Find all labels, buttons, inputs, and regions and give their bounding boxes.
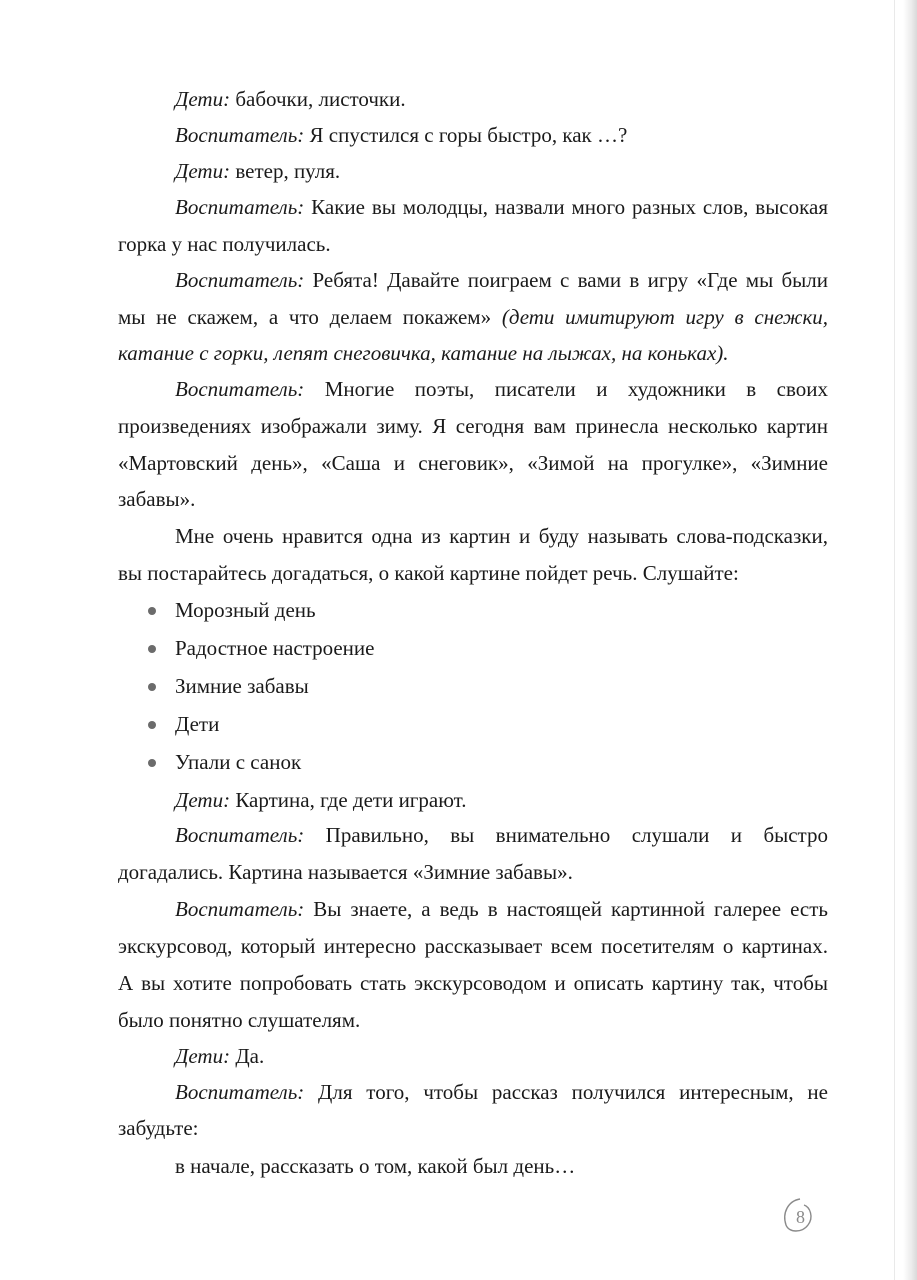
speaker-label: Дети: bbox=[175, 159, 231, 183]
stage-direction: (дети имитируют игру в снежки, bbox=[501, 305, 829, 329]
dialogue-continuation: забудьте: bbox=[118, 1116, 199, 1140]
speech-text: Правильно, вы внимательно слушали и быстро bbox=[304, 823, 828, 847]
dialogue-line bbox=[175, 195, 828, 220]
list-item: Зимние забавы bbox=[175, 674, 309, 698]
stage-direction: катание с горки, лепят снеговичка, катание на лыжах, на коньках). bbox=[118, 341, 729, 365]
dialogue-line bbox=[175, 268, 828, 293]
dialogue-line bbox=[175, 1044, 264, 1069]
bullet-dot-icon bbox=[148, 607, 156, 615]
dialogue-line bbox=[175, 377, 828, 402]
speech-text: бабочки, листочки. bbox=[230, 87, 406, 111]
dialogue-continuation: экскурсовод, который интересно рассказывает всем посетителям о картинах. bbox=[118, 934, 828, 958]
bullet-dot-icon bbox=[148, 759, 156, 767]
speech-text: Картина, где дети играют. bbox=[235, 788, 467, 812]
dialogue-line bbox=[175, 823, 828, 848]
paragraph-line: вы постарайтесь догадаться, о какой картине пойдет речь. Слушайте: bbox=[118, 561, 739, 585]
speaker-label: Воспитатель: bbox=[175, 823, 305, 847]
speech-text: Вы знаете, а ведь в настоящей картинной галерее есть bbox=[304, 897, 828, 921]
list-item: Радостное настроение bbox=[175, 636, 375, 660]
dialogue-line bbox=[175, 123, 627, 148]
speech-text: ветер, пуля. bbox=[230, 159, 341, 183]
speaker-label: Воспитатель: bbox=[175, 123, 305, 147]
dialogue-continuation: забавы». bbox=[118, 487, 196, 511]
dialogue-continuation: произведениях изображали зиму. Я сегодня вам принесла несколько картин bbox=[118, 414, 828, 438]
speech-text: мы не скажем, а что делаем покажем» bbox=[118, 305, 492, 329]
speech-text: Какие вы молодцы, назвали много разных слов, высокая bbox=[304, 195, 828, 219]
speaker-label: Воспитатель: bbox=[175, 1080, 305, 1104]
dialogue-continuation bbox=[118, 305, 828, 330]
list-item: Упали с санок bbox=[175, 750, 302, 774]
dialogue-continuation: догадались. Картина называется «Зимние забавы». bbox=[118, 860, 573, 884]
dialogue-continuation: горка у нас получилась. bbox=[118, 232, 331, 256]
speaker-label: Дети: bbox=[175, 788, 236, 812]
speaker-label: Воспитатель: bbox=[175, 897, 305, 921]
dialogue-continuation: А вы хотите попробовать стать экскурсоводом и описать картину так, чтобы bbox=[118, 971, 828, 995]
speaker-label: Воспитатель: bbox=[175, 377, 305, 401]
bullet-dot-icon bbox=[148, 721, 156, 729]
dialogue-line bbox=[175, 897, 828, 922]
handwritten-page-number bbox=[778, 1195, 818, 1235]
page-number-text: 8 bbox=[796, 1207, 805, 1227]
page-edge bbox=[903, 0, 917, 1280]
speech-text: Да. bbox=[230, 1044, 265, 1068]
dialogue-line bbox=[175, 159, 340, 184]
list-item: Дети bbox=[175, 712, 220, 736]
speaker-label: Воспитатель: bbox=[175, 268, 305, 292]
dialogue-continuation: было понятно слушателям. bbox=[118, 1008, 361, 1032]
bullet-dot-icon bbox=[148, 683, 156, 691]
page-edge-line bbox=[894, 0, 895, 1280]
closing-line: в начале, рассказать о том, какой был день… bbox=[175, 1154, 576, 1178]
speaker-label: Воспитатель: bbox=[175, 195, 305, 219]
speech-text: Ребята! Давайте поиграем с вами в игру «Где мы были bbox=[304, 268, 828, 292]
dialogue-line bbox=[175, 1080, 828, 1105]
paragraph-line: Мне очень нравится одна из картин и буду называть слова-подсказки, bbox=[175, 524, 828, 548]
bullet-dot-icon bbox=[148, 645, 156, 653]
speech-text: Для того, чтобы рассказ получился интересным, не bbox=[304, 1080, 828, 1104]
dialogue-continuation: «Мартовский день», «Саша и снеговик», «Зимой на прогулке», «Зимние bbox=[118, 451, 828, 475]
dialogue-line bbox=[175, 788, 467, 813]
speech-text: Я спустился с горы быстро, как …? bbox=[304, 123, 628, 147]
speaker-label: Дети: bbox=[175, 87, 231, 111]
speech-text: Многие поэты, писатели и художники в своих bbox=[304, 377, 828, 401]
list-item: Морозный день bbox=[175, 598, 316, 622]
speaker-label: Дети: bbox=[175, 1044, 231, 1068]
dialogue-line bbox=[175, 87, 406, 112]
